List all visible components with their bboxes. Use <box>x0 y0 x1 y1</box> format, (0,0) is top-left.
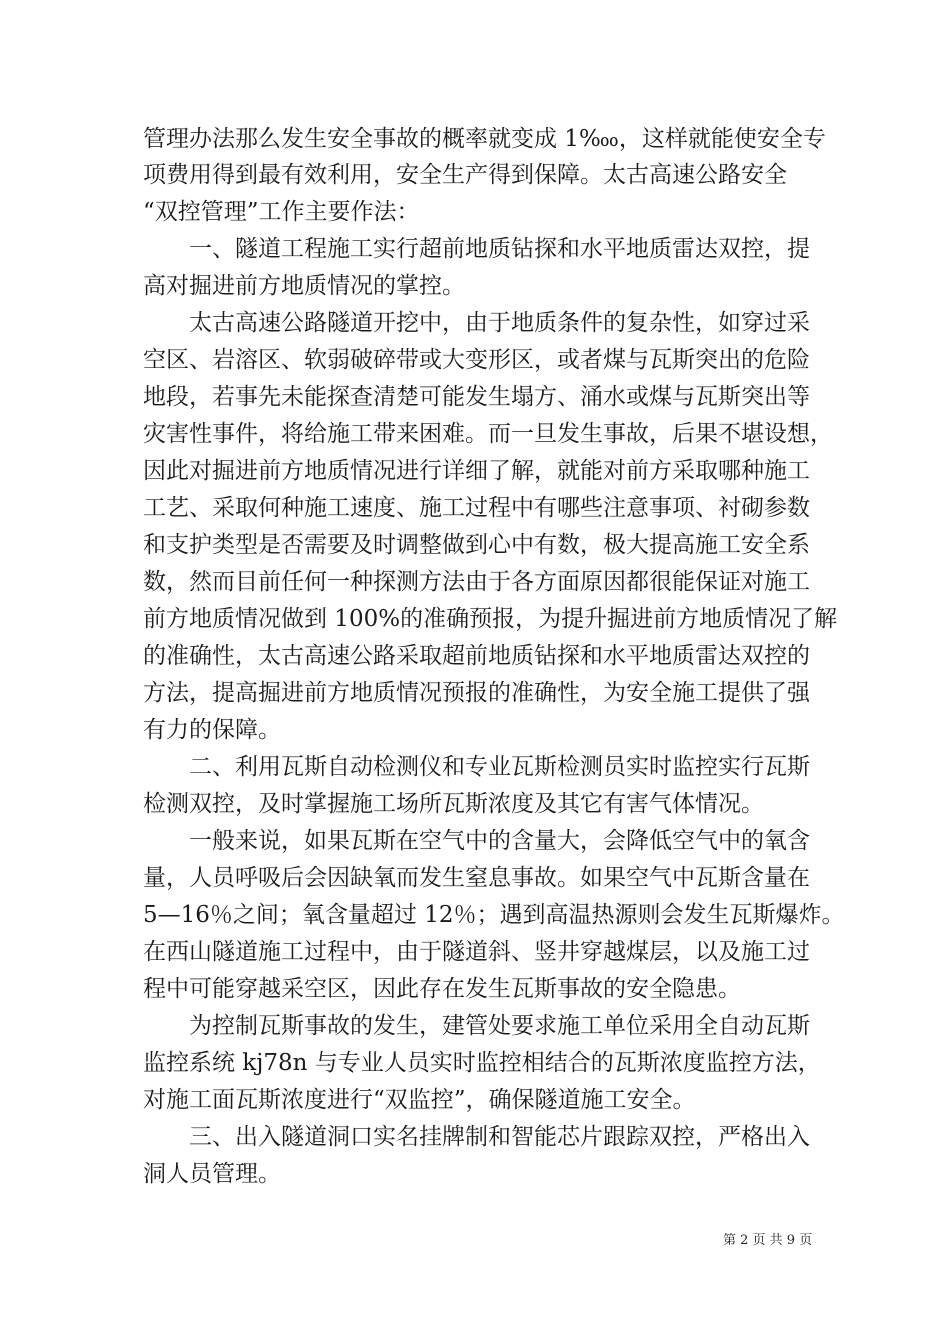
body-text-line: 数，然而目前任何一种探测方法由于各方面原因都很能保证对施工 <box>143 569 810 595</box>
body-text-line: 管理办法那么发生安全事故的概率就变成 1‱，这样就能使安全专 <box>143 126 826 152</box>
body-text-line: 的准确性，太古高速公路采取超前地质钻探和水平地质雷达双控的 <box>143 643 810 669</box>
body-text-line: 为控制瓦斯事故的发生，建管处要求施工单位采用全自动瓦斯 <box>143 1013 810 1039</box>
body-text-line: 对施工面瓦斯浓度进行“双监控”，确保隧道施工安全。 <box>143 1087 696 1113</box>
body-text-line: 程中可能穿越采空区，因此存在发生瓦斯事故的安全隐患。 <box>143 976 741 1002</box>
body-text-line: 一、隧道工程施工实行超前地质钻探和水平地质雷达双控，提 <box>143 236 810 262</box>
body-text-line: 监控系统 kj78n 与专业人员实时监控相结合的瓦斯浓度监控方法， <box>143 1050 821 1076</box>
body-text-line: 工艺、采取何种施工速度、施工过程中有哪些注意事项、衬砌参数 <box>143 495 810 521</box>
body-text-line: 检测双控，及时掌握施工场所瓦斯浓度及其它有害气体情况。 <box>143 791 764 817</box>
body-text-line: 因此对掘进前方地质情况进行详细了解，就能对前方采取哪种施工 <box>143 458 810 484</box>
body-text-line: 在西山隧道施工过程中，由于隧道斜、竖井穿越煤层，以及施工过 <box>143 939 810 965</box>
body-text-line: 和支护类型是否需要及时调整做到心中有数，极大提高施工安全系 <box>143 532 810 558</box>
body-text-line: 空区、岩溶区、软弱破碎带或大变形区，或者煤与瓦斯突出的危险 <box>143 347 810 373</box>
body-text-line: 量，人员呼吸后会因缺氧而发生窒息事故。如果空气中瓦斯含量在 <box>143 865 810 891</box>
body-text-line: 地段，若事先未能探查清楚可能发生塌方、涌水或煤与瓦斯突出等 <box>143 384 810 410</box>
body-text-line: 高对掘进前方地质情况的掌控。 <box>143 273 465 299</box>
page-number-footer: 第 2 页 共 9 页 <box>723 1233 813 1248</box>
body-text-line: 方法，提高掘进前方地质情况预报的准确性，为安全施工提供了强 <box>143 680 810 706</box>
body-text-line: 三、出入隧道洞口实名挂牌制和智能芯片跟踪双控，严格出入 <box>143 1124 810 1150</box>
body-text-line: 前方地质情况做到 100%的准确预报，为提升掘进前方地质情况了解 <box>143 606 838 632</box>
body-text-line: 5—16％之间；氧含量超过 12％；遇到高温热源则会发生瓦斯爆炸。 <box>143 902 845 928</box>
body-text-line: 项费用得到最有效利用，安全生产得到保障。太古高速公路安全 <box>143 162 787 188</box>
body-text-line: “双控管理”工作主要作法： <box>143 199 420 225</box>
body-text-line: 太古高速公路隧道开挖中，由于地质条件的复杂性，如穿过采 <box>143 310 810 336</box>
body-text-line: 有力的保障。 <box>143 717 281 743</box>
body-text-line: 一般来说，如果瓦斯在空气中的含量大，会降低空气中的氧含 <box>143 828 810 854</box>
body-text-line: 灾害性事件，将给施工带来困难。而一旦发生事故，后果不堪设想， <box>143 421 833 447</box>
body-text-line: 二、利用瓦斯自动检测仪和专业瓦斯检测员实时监控实行瓦斯 <box>143 754 810 780</box>
body-text-line: 洞人员管理。 <box>143 1161 281 1187</box>
